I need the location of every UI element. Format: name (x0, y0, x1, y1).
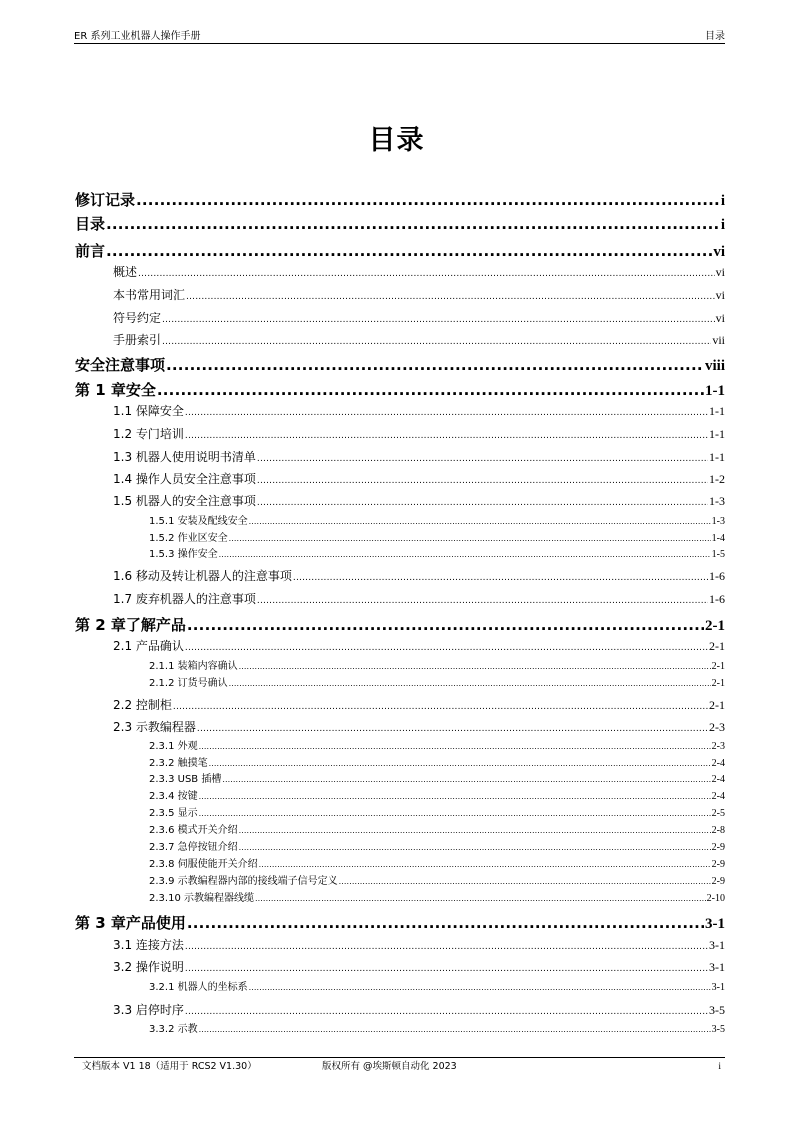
toc-entry-label: 1.1 保障安全 (113, 404, 184, 418)
toc-entry-label: 2.3.5 显示 (149, 808, 198, 819)
toc-entry-level-3[interactable] (149, 757, 725, 771)
toc-entry-level-1[interactable] (75, 380, 725, 400)
toc-entry-label: 2.3.10 示教编程器线缆 (149, 893, 254, 904)
toc-entry-page: 2-8 (711, 825, 725, 836)
toc-dot-leader (257, 593, 708, 609)
footer-copyright: 版权所有 @埃斯顿自动化 2023 (322, 1061, 457, 1072)
toc-entry-page: 3-1 (709, 960, 725, 974)
toc-entry-level-3[interactable] (149, 981, 725, 995)
toc-entry-page: 1-1 (709, 427, 725, 441)
toc-entry-level-1[interactable] (75, 355, 725, 375)
toc-entry-level-2[interactable] (113, 1002, 725, 1018)
toc-entry-level-3[interactable] (149, 790, 725, 804)
toc-entry-label: 目录 (75, 215, 106, 233)
toc-entry-label: 2.3.4 按键 (149, 791, 198, 802)
toc-entry-page: 1-3 (709, 494, 725, 508)
toc-dot-leader (249, 981, 711, 995)
toc-entry-page: 2-1 (711, 678, 725, 689)
toc-dot-leader (187, 615, 704, 635)
toc-entry-label: 符号约定 (113, 311, 162, 325)
toc-entry-level-3[interactable] (149, 532, 725, 546)
toc-entry-page: 2-4 (711, 774, 725, 785)
footer-page-number: i (718, 1062, 721, 1072)
toc-entry-level-1[interactable] (75, 241, 725, 261)
toc-entry-label: 1.5 机器人的安全注意事项 (113, 494, 256, 508)
toc-entry-label: 1.2 专门培训 (113, 427, 184, 441)
toc-dot-leader (239, 841, 711, 855)
toc-dot-leader (106, 241, 712, 261)
toc-entry-label: 2.3.3 USB 插槽 (149, 774, 222, 785)
toc-entry-label: 3.3.2 示教 (149, 1024, 198, 1035)
toc-dot-leader (199, 1023, 711, 1037)
toc-entry-page: 1-6 (709, 592, 725, 606)
toc-entry-level-3[interactable] (149, 773, 725, 787)
toc-entry-label: 第 1 章安全 (75, 381, 156, 399)
toc-dot-leader (239, 824, 711, 838)
toc-dot-leader (199, 807, 711, 821)
toc-entry-label: 修订记录 (75, 191, 136, 209)
toc-entry-page: 3-5 (711, 1024, 725, 1035)
toc-dot-leader (157, 380, 704, 400)
toc-entry-level-3[interactable] (149, 841, 725, 855)
toc-entry-level-2[interactable] (113, 471, 725, 487)
toc-entry-page: vi (715, 288, 725, 302)
toc-entry-label: 2.3.8 伺服使能开关介绍 (149, 859, 258, 870)
toc-entry-label: 2.3 示教编程器 (113, 720, 196, 734)
toc-entry-page: 2-10 (706, 893, 725, 904)
toc-entry-level-3[interactable] (149, 858, 725, 872)
toc-entry-level-2[interactable] (113, 638, 725, 654)
toc-dot-leader (187, 913, 704, 933)
toc-dot-leader (219, 548, 711, 562)
toc-dot-leader (138, 266, 715, 282)
toc-entry-page: 1-1 (705, 383, 725, 399)
toc-entry-page: i (720, 217, 725, 233)
toc-entry-label: 2.3.9 示教编程器内部的接线端子信号定义 (149, 876, 338, 887)
toc-dot-leader (185, 961, 708, 977)
toc-entry-label: 第 3 章产品使用 (75, 914, 186, 932)
header-section-name: 目录 (705, 31, 725, 42)
toc-entry-label: 3.2 操作说明 (113, 960, 184, 974)
toc-entry-page: 1-6 (709, 569, 725, 583)
toc-dot-leader (199, 790, 711, 804)
toc-entry-level-3[interactable] (149, 892, 725, 906)
toc-dot-leader (255, 892, 706, 906)
toc-dot-leader (222, 773, 710, 787)
toc-dot-leader (185, 939, 708, 955)
toc-entry-page: 2-9 (711, 842, 725, 853)
toc-dot-leader (162, 334, 711, 350)
toc-entry-level-3[interactable] (149, 1023, 725, 1037)
toc-entry-page: 2-1 (705, 618, 725, 634)
toc-entry-level-2[interactable] (113, 568, 725, 584)
toc-entry-label: 前言 (75, 242, 106, 260)
toc-dot-leader (257, 473, 708, 489)
toc-entry-level-2[interactable] (113, 332, 725, 348)
toc-entry-label: 1.7 废弃机器人的注意事项 (113, 592, 256, 606)
toc-entry-level-2[interactable] (113, 264, 725, 280)
toc-entry-level-2[interactable] (113, 591, 725, 607)
toc-entry-level-2[interactable] (113, 426, 725, 442)
toc-dot-leader (186, 289, 715, 305)
toc-dot-leader (339, 875, 711, 889)
toc-dot-leader (199, 740, 711, 754)
toc-entry-page: 3-1 (711, 982, 725, 993)
toc-entry-page: 1-1 (709, 450, 725, 464)
toc-entry-level-3[interactable] (149, 875, 725, 889)
toc-entry-page: 2-9 (711, 876, 725, 887)
toc-entry-label: 本书常用词汇 (113, 288, 186, 302)
toc-entry-page: viii (704, 358, 725, 374)
toc-dot-leader (136, 190, 720, 210)
toc-dot-leader (162, 312, 715, 328)
toc-entry-page: vii (712, 333, 725, 347)
toc-entry-level-3[interactable] (149, 660, 725, 674)
toc-entry-page: 2-3 (711, 741, 725, 752)
toc-entry-label: 2.1 产品确认 (113, 639, 184, 653)
toc-entry-page: vi (715, 311, 725, 325)
toc-entry-page: 2-9 (711, 859, 725, 870)
toc-entry-level-2[interactable] (113, 287, 725, 303)
toc-entry-page: 1-3 (711, 516, 725, 527)
toc-dot-leader (173, 699, 708, 715)
toc-entry-page: 2-4 (711, 791, 725, 802)
toc-entry-level-3[interactable] (149, 807, 725, 821)
toc-entry-label: 第 2 章了解产品 (75, 616, 186, 634)
toc-dot-leader (293, 570, 708, 586)
toc-entry-page: 2-1 (711, 661, 725, 672)
toc-entry-page: 2-3 (709, 720, 725, 734)
toc-dot-leader (239, 660, 711, 674)
toc-dot-leader (257, 451, 708, 467)
toc-entry-label: 1.6 移动及转让机器人的注意事项 (113, 569, 292, 583)
toc-entry-page: 2-1 (709, 639, 725, 653)
toc-entry-label: 2.2 控制柜 (113, 698, 172, 712)
toc-entry-label: 安全注意事项 (75, 356, 166, 374)
footer-divider (74, 1057, 725, 1058)
toc-dot-leader (259, 858, 711, 872)
toc-entry-level-3[interactable] (149, 515, 725, 529)
toc-entry-label: 2.3.6 模式开关介绍 (149, 825, 238, 836)
toc-entry-label: 1.3 机器人使用说明书清单 (113, 450, 256, 464)
toc-entry-label: 2.1.2 订货号确认 (149, 678, 228, 689)
toc-entry-page: vi (713, 244, 725, 260)
toc-entry-label: 1.5.1 安装及配线安全 (149, 516, 248, 527)
toc-dot-leader (166, 355, 704, 375)
toc-entry-page: 3-1 (705, 916, 725, 932)
toc-entry-page: vi (715, 265, 725, 279)
toc-entry-page: i (720, 193, 725, 209)
footer-document-version: 文档版本 V1 18（适用于 RCS2 V1.30） (82, 1061, 257, 1072)
toc-entry-label: 1.5.2 作业区安全 (149, 533, 228, 544)
toc-dot-leader (106, 214, 720, 234)
toc-entry-page: 1-1 (709, 404, 725, 418)
toc-entry-label: 概述 (113, 265, 138, 279)
toc-dot-leader (209, 757, 711, 771)
toc-entry-label: 1.4 操作人员安全注意事项 (113, 472, 256, 486)
toc-entry-level-3[interactable] (149, 740, 725, 754)
toc-entry-page: 2-1 (709, 698, 725, 712)
toc-entry-level-1[interactable] (75, 615, 725, 635)
toc-entry-level-2[interactable] (113, 310, 725, 326)
toc-dot-leader (229, 677, 711, 691)
toc-entry-page: 1-2 (709, 472, 725, 486)
toc-entry-page: 1-5 (711, 549, 725, 560)
toc-entry-label: 3.1 连接方法 (113, 938, 184, 952)
toc-entry-level-2[interactable] (113, 449, 725, 465)
toc-entry-label: 手册索引 (113, 333, 162, 347)
toc-entry-level-2[interactable] (113, 937, 725, 953)
toc-entry-page: 1-4 (711, 533, 725, 544)
toc-entry-label: 3.2.1 机器人的坐标系 (149, 982, 248, 993)
toc-entry-label: 2.1.1 装箱内容确认 (149, 661, 238, 672)
toc-entry-level-1[interactable] (75, 214, 725, 234)
toc-entry-label: 3.3 启停时序 (113, 1003, 184, 1017)
toc-entry-label: 2.3.7 急停按钮介绍 (149, 842, 238, 853)
toc-dot-leader (185, 405, 708, 421)
toc-entry-page: 3-5 (709, 1003, 725, 1017)
toc-entry-level-2[interactable] (113, 697, 725, 713)
toc-dot-leader (257, 495, 708, 511)
toc-entry-level-2[interactable] (113, 403, 725, 419)
toc-entry-label: 2.3.1 外观 (149, 741, 198, 752)
toc-dot-leader (185, 1004, 708, 1020)
header-manual-title: ER 系列工业机器人操作手册 (74, 31, 201, 42)
toc-entry-level-3[interactable] (149, 824, 725, 838)
toc-entry-page: 3-1 (709, 938, 725, 952)
toc-dot-leader (185, 640, 708, 656)
page-title: 目录 (368, 125, 425, 156)
toc-entry-level-3[interactable] (149, 548, 725, 562)
toc-entry-level-1[interactable] (75, 190, 725, 210)
page-footer (74, 1060, 725, 1074)
toc-entry-page: 2-4 (711, 758, 725, 769)
toc-dot-leader (249, 515, 711, 529)
toc-entry-level-2[interactable] (113, 719, 725, 735)
toc-entry-label: 1.5.3 操作安全 (149, 549, 218, 560)
toc-entry-level-2[interactable] (113, 959, 725, 975)
toc-entry-level-1[interactable] (75, 913, 725, 933)
toc-entry-level-2[interactable] (113, 493, 725, 509)
toc-entry-label: 2.3.2 触摸笔 (149, 758, 208, 769)
toc-dot-leader (185, 428, 708, 444)
toc-entry-page: 2-5 (711, 808, 725, 819)
toc-entry-level-3[interactable] (149, 677, 725, 691)
toc-dot-leader (229, 532, 711, 546)
toc-dot-leader (197, 721, 708, 737)
